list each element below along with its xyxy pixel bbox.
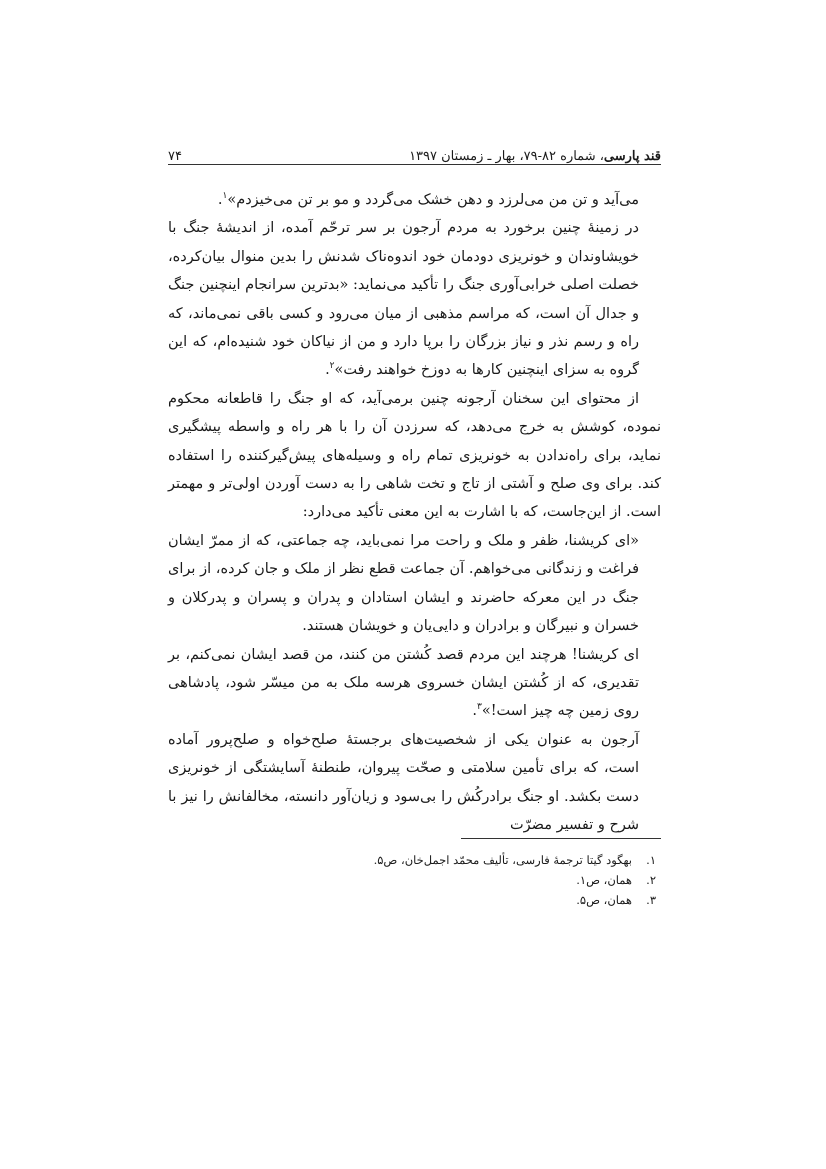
journal-name: قند پارسی: [603, 149, 661, 164]
paragraph: «ای کریشنا، ظفر و ملک و راحت مرا نمی‌باید، چه جماعتی، که از ممرّ ایشان فراغت و زندگانی می‌خواهم. آن جماعت قطع نظر از ملک و جان کرده، از برای جنگ در این معرکه حاضرند و ایشان استادان و پدران و پسران و پدرکلان و خسران و نبیرگان و برادران و دایی‌یان و خویشان هستند.: [168, 532, 639, 635]
paragraph: می‌آید و تن من می‌لرزد و دهن خشک می‌گردد و مو بر تن می‌خیزدم»$^۱$.: [217, 191, 639, 208]
body-text: [168, 186, 661, 839]
running-header: [168, 142, 661, 164]
footnote-item: ۱. بهگود گیتا ترجمهٔ فارسی، تألیف محمّد اجمل‌خان، ص۵.: [373, 853, 656, 867]
paragraph: آرجون به عنوان یکی از شخصیت‌های برجستهٔ صلح‌خواه و صلح‌پرور آماده است، که برای تأمین سلامتی و صحّت پیروان، طنطنهٔ آسایشتگی از خونریزی دست بکشد. او جنگ برادرکُش را بی‌سود و زیان‌آور دانسته، مخالفانش را نیز با شرح و تفسیر مضرّت: [168, 731, 639, 833]
footnote-ref: ۱: [222, 191, 228, 202]
paragraph: از محتوای این سخنان آرجونه چنین برمی‌آید، که او جنگ را قاطعانه محکوم نموده، کوشش به خرج می‌دهد، که سرزدن آن را با هر راه و واسطه پیشگیری نماید، برای راه‌ندادن به خونریزی تمام راه و وسیله‌های پیش‌گیرکننده را استفاده کند. برای وی صلح و آشتی از تاج و تخت شاهی را به دست آوردن اولی‌تر و مهمتر است. از این‌جاست، که با اشارت به این معنی تأکید می‌دارد:: [168, 390, 661, 521]
footnote-item: ۳. همان، ص۵.: [576, 893, 656, 907]
page-number: ۷۴: [168, 149, 182, 164]
footnote-item: ۲. همان، ص۱.: [576, 873, 656, 887]
header-divider: [168, 164, 661, 165]
issue-info: ، شماره ۸۲-۷۹، بهار ـ زمستان ۱۳۹۷: [409, 149, 604, 164]
footnotes: [168, 850, 656, 910]
paragraph: ای کریشنا! هرچند این مردم قصد کُشتن من کنند، من قصد ایشان نمی‌کنم، بر تقدیری، که از کُشتن ایشان خسروی هرسه ملک به من میسّر شود، پادشاهی روی زمین چه چیز است!»$^۳$.: [168, 646, 639, 720]
footnote-ref: ۳: [476, 702, 482, 713]
footnote-divider: [461, 838, 661, 839]
paragraph: در زمینهٔ چنین برخورد به مردم آرجون بر سر ترحّم آمده، از اندیشهٔ جنگ با خویشاوندان و خونریزی دودمان خود اندوه‌ناک شدنش را بدین منوال بیان‌کرده، خصلت اصلی خرابی‌آوری جنگ را تأکید می‌نماید: «بدترین سرانجام اینچنین جنگ و جدال آن است، که مراسم مذهبی از میان می‌رود و کسی باقی نمی‌ماند، که راه و رسم نذر و نیاز بزرگان را برپا دارد و من از نیاکان خود شنیده‌ام، که این گروه به سزای اینچنین کارها به دوزخ خواهند رفت»$^۲$.: [168, 220, 639, 379]
footnote-ref: ۲: [329, 361, 335, 372]
journal-info: [409, 149, 661, 164]
